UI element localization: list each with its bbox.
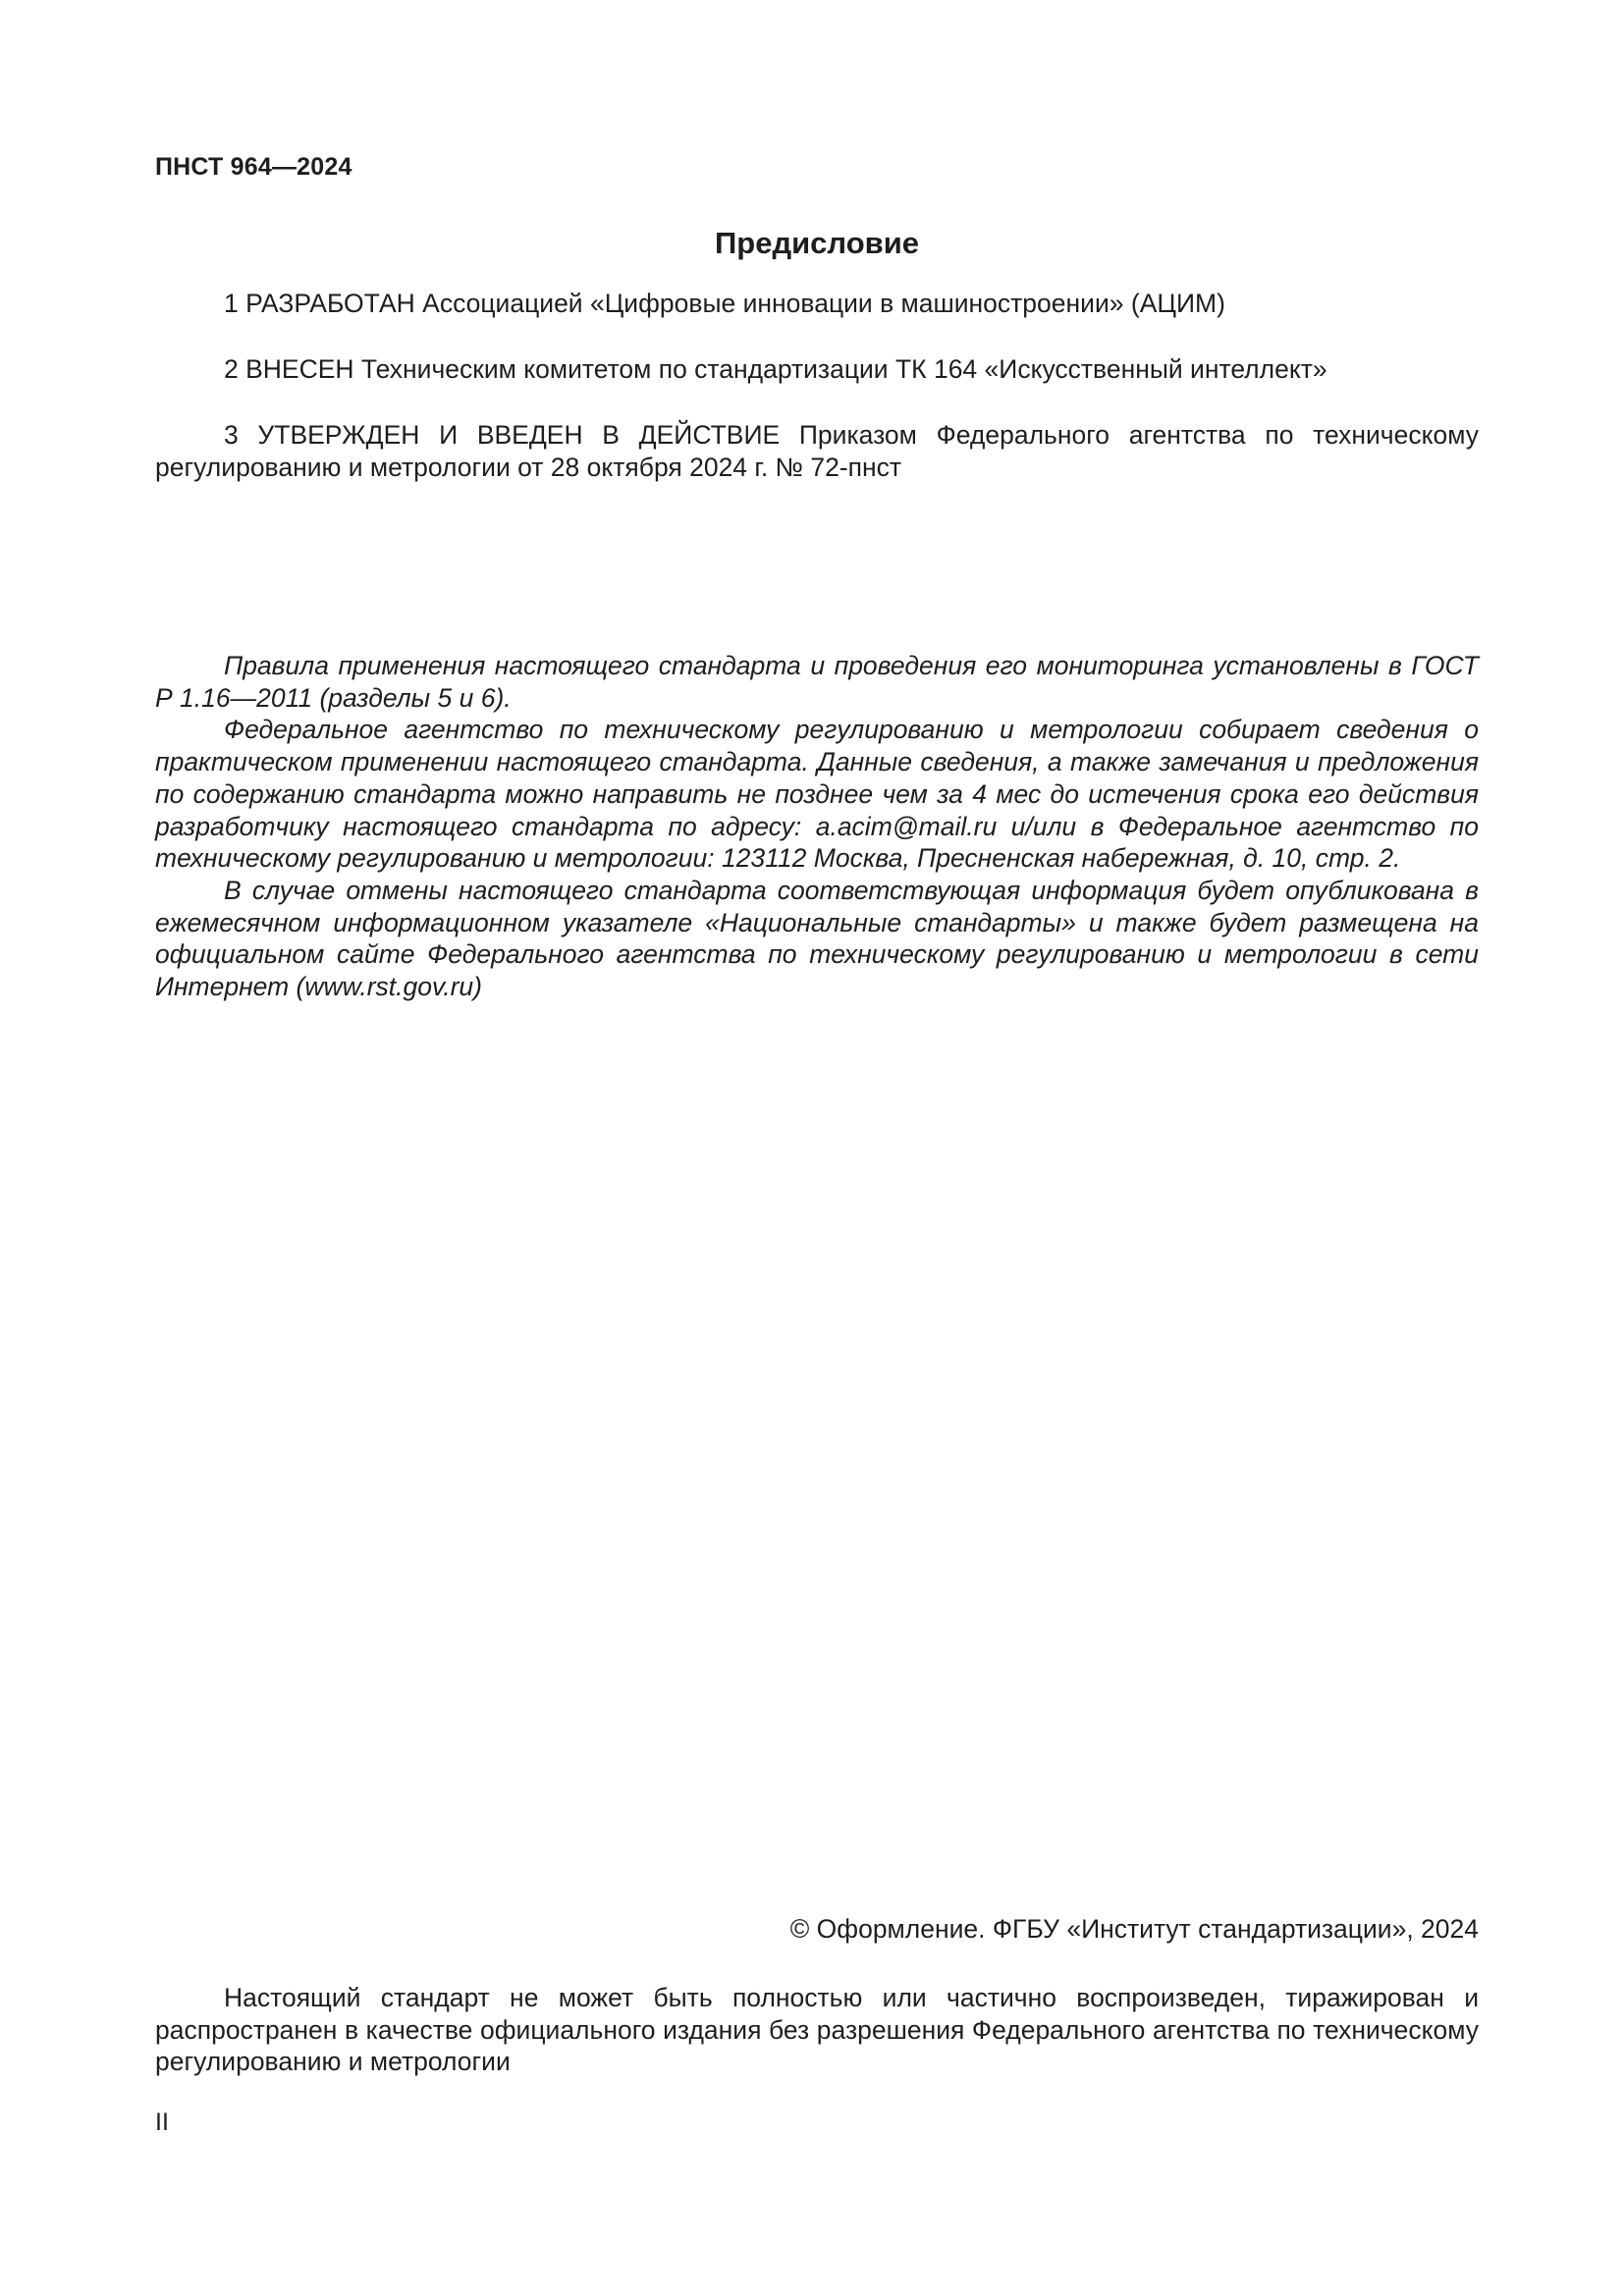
page-title: Предисловие — [714, 226, 919, 260]
page-number: II — [155, 2109, 169, 2136]
document-code: ПНСТ 964—2024 — [155, 153, 352, 181]
note-feedback: Федеральное агентство по техническому регулированию и метрологии собирает сведения о практическом применении настоящего стандарта. Данные сведения, а также замечания и предложения по содержанию стандарта можно направить не позднее чем за 4 мес до истечения срока его действия разработчику настоящего стандарта по адресу: a.acim@mail.ru и/или в Федеральное агентство по техническому регулированию и метрологии: 123112 Москва, Пресненская набережная, д. 10, стр. 2. — [155, 715, 1479, 874]
clause-introduced: 2 ВНЕСЕН Техническим комитетом по стандартизации ТК 164 «Искусственный интеллект» — [224, 354, 1327, 384]
copyright-notice: © Оформление. ФГБУ «Институт стандартизации», 2024 — [789, 1914, 1479, 1944]
note-cancellation: В случае отмены настоящего стандарта соответствующая информация будет опубликована в ежемесячном информационном указателе «Национальные стандарты» и также будет размещена на официальном сайте Федерального агентства по техническому регулированию и метрологии в сети Интернет (www.rst.gov.ru) — [155, 875, 1479, 1002]
note-application-rules: Правила применения настоящего стандарта и проведения его мониторинга установлены в ГОСТ Р 1.16—2011 (разделы 5 и 6). — [155, 651, 1479, 713]
application-notes — [155, 650, 1479, 1003]
clause-approved: 3 УТВЕРЖДЕН И ВВЕДЕН В ДЕЙСТВИЕ Приказом Федерального агентства по техническому регулированию и метрологии от 28 октября 2024 г. № 72-пнст — [155, 420, 1479, 482]
reprint-notice: Настоящий стандарт не может быть полностью или частично воспроизведен, тиражирован и распространен в качестве официального издания без разрешения Федерального агентства по техническому регулированию и метрологии — [155, 1983, 1479, 2077]
clause-developed: 1 РАЗРАБОТАН Ассоциацией «Цифровые инновации в машиностроении» (АЦИМ) — [224, 289, 1225, 318]
